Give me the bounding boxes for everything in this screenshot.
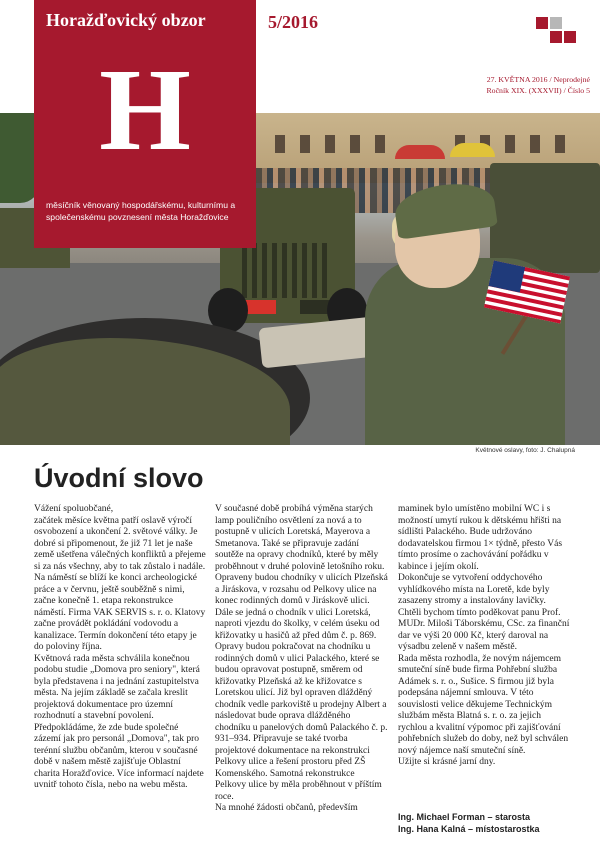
article-heading: Úvodní slovo	[34, 463, 204, 493]
tagline: měsíčník věnovaný hospodářskému, kulturnímu a společenskému povznesení města Horažďovice	[46, 200, 236, 222]
publication-title: Horažďovický obzor	[46, 10, 206, 30]
issue-number: 5/2016	[268, 12, 319, 32]
signature-mayor: Ing. Michael Forman – starosta	[398, 812, 531, 822]
signature-deputy-mayor: Ing. Hana Kalná – místostarostka	[398, 824, 540, 834]
paragraph: maminek bylo umístěno mobilní WC i s možností umytí rukou k dětskému hřišti na sídlišti Palackého. Bude udržováno dodavatelskou firmou 1× týdně, přesto Vás tímto prosíme o zachovávání pořádku v kabince i jejím okolí.	[398, 504, 563, 572]
paragraph: Na mnohé žádosti občanů, především	[215, 803, 358, 813]
paragraph: začátek měsíce května patří oslavě výročí osvobození a ukončení 2. světové války. Je dobré si připomenout, že již 71 let je naše země ušetřena válečných konfliktů a přejeme si za nás všechny, aby to tak zůstalo i nadále.	[34, 515, 206, 572]
text-column-1	[34, 504, 207, 792]
paragraph: V současné době probíhá výměna starých lamp pouličního osvětlení za nová a to postupně v ulicích Loretská, Mayerova a Smetanova. Také se připravuje zadání soutěže na opravy chodníků, které by měly proběhnout v druhé polovině letošního roku. Opraveny budou chodníky v ulicích Plzeňská a Jiráskova, v rozsahu od Pelkovy ulice na konec rodinných domů v Jiráskově ulici. Dále se jedná o chodník v ulici Loretská, naproti vjezdu do školky, v celém úseku od křižovatky u hasičů až před dům č. p. 869. Opravy budou pokračovat na chodníku u rodinných domů v ulici Palackého, které se budou opravovat postupně, směrem od křižovatky Plzeňská až ke křižovatce s Loretskou ulicí. Již byl opraven dlážděný chodník vedle parkoviště u prodejny Albert a následovat bude oprava dlážděného chodníku u panelových domů Palackého č. p. 931–934. Připravuje se také tvorba projektové dokumentace na rekonstrukci Pelkovy ulice a řešení prostoru před ZŠ Komenského. Samotná rekonstrukce Pelkovy ulice by měla proběhnout v příštím roce.	[215, 504, 388, 802]
masthead-box	[34, 0, 256, 248]
text-column-3	[398, 504, 571, 769]
masthead-logo-letter: H	[99, 44, 191, 175]
paragraph: Na náměstí se blíží ke konci archeologické práce a v červnu, ještě souběžně s nimi, začne konečně 1. etapa rekonstrukce náměstí. Firma VAK SERVIS s. r. o. Klatovy začne provádět pokládání vodovodu a kanalizace. Termín dokončení této etapy je do poloviny října.	[34, 573, 206, 652]
photo-caption: Květnové oslavy, foto: J. Chalupná	[475, 447, 575, 454]
volume-number: Ročník XIX. (XXXVII) / Číslo 5	[486, 86, 590, 95]
paragraph: Užijte si krásné jarní dny.	[398, 757, 496, 767]
military-truck-right	[490, 163, 600, 273]
paragraph: Dokončuje se vytvoření oddychového vyhlídkového místa na Loretě, kde byly zasazeny stromy a instalovány lavičky. Chtěli bychom tímto poděkovat panu Prof. MUDr. Miloši Táborskému, CSc. za finanční dar ve výši 20 000 Kč, který daroval na výsadbu zeleně v našem městě.	[398, 573, 570, 652]
issue-date: 27. KVĚTNA 2016 / Neprodejné	[486, 75, 590, 84]
paragraph: Rada města rozhodla, že novým nájemcem smuteční síně bude firma Pohřební služba Adámek s. r. o., Sušice. S firmou již byla podepsána nájemní smlouva. V této souvislosti velice děkujeme Technickým službám města Blatná s. r. o. za jejich rychlou a kvalitní výpomoc při zajišťování pohřebních služeb do doby, než byl schválen nový nájemce naší smuteční síně.	[398, 653, 569, 756]
paragraph: Vážení spoluobčané,	[34, 504, 114, 514]
paragraph: Květnová rada města schválila konečnou podobu studie „Domova pro seniory", která byla představena i na jednání zastupitelstva města. Na jejím základě se začala kreslit projektová dokumentace pro územní rozhodnutí a stavební povolení. Předpokládáme, že zde bude společné zázemí jak pro personál „Domova", tak pro terénní službu občanům, kterou v současné době v našem městě zajišťuje Oblastní charita Horažďovice. Více informací najdete uvnitř tohoto čísla, nebo na webu města.	[34, 653, 204, 790]
text-column-2	[215, 504, 388, 815]
